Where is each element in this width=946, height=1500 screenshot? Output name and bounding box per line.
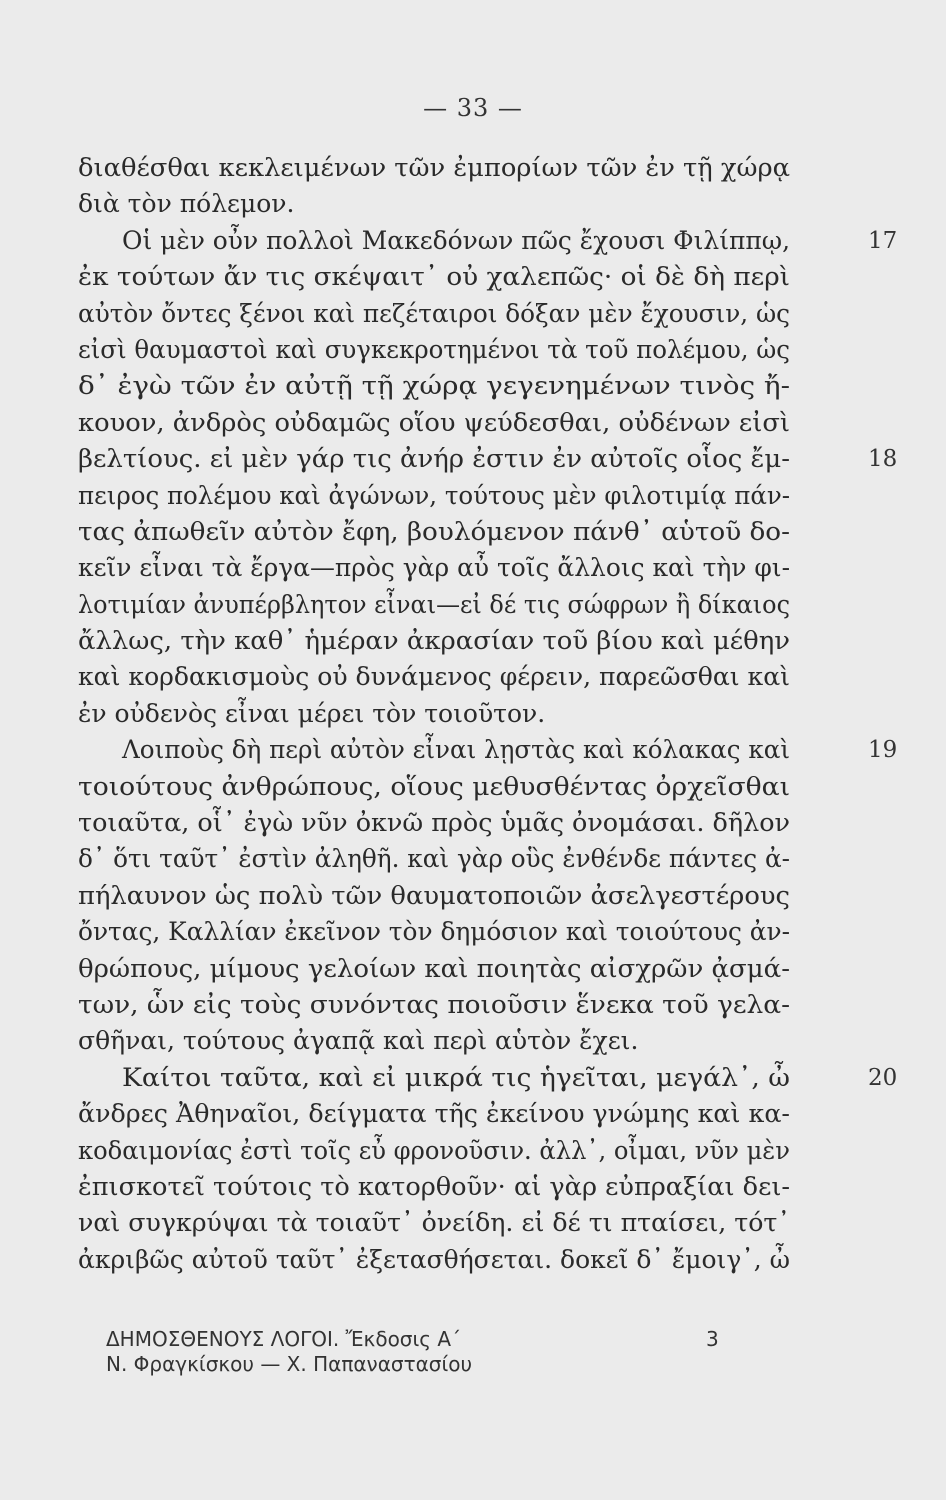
text-line: πειρος πολέμου καὶ ἀγώνων, τούτους μὲν φιλοτιμίᾳ πάν- <box>78 480 790 510</box>
text-line: ὄντας, Καλλίαν ἐκεῖνον τὸν δημόσιον καὶ τοιούτους ἀν- <box>78 917 790 947</box>
text-line: ἐκ τούτων ἄν τις σκέψαιτ᾽ οὐ χαλεπῶς· οἱ δὲ δὴ περὶ <box>78 262 790 292</box>
text-line: αὐτὸν ὄντες ξένοι καὶ πεζέταιροι δόξαν μὲν ἔχουσιν, ὡς <box>78 298 790 328</box>
text-line: σθῆναι, τούτους ἀγαπᾷ καὶ περὶ αὑτὸν ἔχει. <box>78 1026 639 1056</box>
section-marker-17: 17 <box>868 227 898 254</box>
body-text <box>78 150 898 1278</box>
text-line: δ᾽ ἐγὼ τῶν ἐν αὐτῇ τῇ χώρᾳ γεγενημένων τινὸς ἤ- <box>78 371 790 401</box>
text-line: ἐπισκοτεῖ τούτοις τὸ κατορθοῦν· αἱ γὰρ εὐπραξίαι δει- <box>78 1171 790 1201</box>
text-line: ναὶ συγκρύψαι τὰ τοιαῦτ᾽ ὀνείδη. εἰ δέ τι πταίσει, τότ᾽ <box>78 1208 790 1238</box>
footer-title: ΔΗΜΟΣΘΕΝΟΥΣ ΛΟΓΟΙ. Ἔκδοσις Α΄ <box>106 1327 462 1351</box>
footer-imprint <box>106 1327 472 1377</box>
text-line: των, ὧν εἰς τοὺς συνόντας ποιοῦσιν ἕνεκα τοῦ γελα- <box>78 989 791 1019</box>
text-line: διὰ τὸν πόλεμον. <box>78 189 295 219</box>
section-marker-20: 20 <box>868 1064 898 1091</box>
text-line: Καίτοι ταῦτα, καὶ εἰ μικρά τις ἡγεῖται, μεγάλ᾽, ὦ 20 <box>78 1060 798 1096</box>
text-line: Οἱ μὲν οὖν πολλοὶ Μακεδόνων πῶς ἔχουσι Φιλίππῳ, 17 <box>78 223 798 259</box>
text-line: λοτιμίαν ἀνυπέρβλητον εἶναι—εἰ δέ τις σώφρων ἢ δίκαιος <box>78 589 790 619</box>
text-line: εἰσὶ θαυμαστοὶ καὶ συγκεκροτημένοι τὰ τοῦ πολέμου, ὡς <box>78 334 790 364</box>
text-line: βελτίους. εἰ μὲν γάρ τις ἀνήρ ἐστιν ἐν αὐτοῖς οἷος ἔμ- 18 <box>78 441 798 477</box>
text-line: τοιαῦτα, οἷ᾽ ἐγὼ νῦν ὀκνῶ πρὸς ὑμᾶς ὀνομάσαι. δῆλον <box>78 808 790 838</box>
page-number: — 33 — <box>423 94 523 122</box>
section-marker-18: 18 <box>868 446 898 473</box>
text-line: ἄλλως, τὴν καθ᾽ ἡμέραν ἀκρασίαν τοῦ βίου καὶ μέθην <box>78 626 790 656</box>
footer-publisher: Ν. Φραγκίσκου — Χ. Παπαναστασίου <box>106 1352 473 1376</box>
section-marker-19: 19 <box>868 737 898 764</box>
text-line: πήλαυνον ὡς πολὺ τῶν θαυματοποιῶν ἀσελγεστέρους <box>78 880 790 910</box>
text-line: δ᾽ ὅτι ταῦτ᾽ ἐστὶν ἀληθῆ. καὶ γὰρ οὓς ἐνθένδε πάντες ἀ- <box>78 844 790 874</box>
text-line: διαθέσθαι κεκλειμένων τῶν ἐμπορίων τῶν ἐν τῇ χώρᾳ <box>78 153 790 182</box>
text-line: καὶ κορδακισμοὺς οὐ δυνάμενος φέρειν, παρεῶσθαι καὶ <box>78 662 790 692</box>
text-line: κοδαιμονίας ἐστὶ τοῖς εὖ φρονοῦσιν. ἀλλ᾽, οἶμαι, νῦν μὲν <box>78 1135 790 1165</box>
text-line: ἐν οὐδενὸς εἶναι μέρει τὸν τοιοῦτον. <box>78 698 546 728</box>
text-line: τοιούτους ἀνθρώπους, οἵους μεθυσθέντας ὀρχεῖσθαι <box>78 771 790 801</box>
text-line: ἀκριβῶς αὐτοῦ ταῦτ᾽ ἐξετασθήσεται. δοκεῖ δ᾽ ἔμοιγ᾽, ὦ <box>78 1244 790 1274</box>
signature-mark: 3 <box>706 1327 719 1351</box>
text-line: κουον, ἀνδρὸς οὐδαμῶς οἵου ψεύδεσθαι, οὐδένων εἰσὶ <box>78 407 790 437</box>
text-line: Λοιποὺς δὴ περὶ αὐτὸν εἶναι λῃστὰς καὶ κόλακας καὶ 19 <box>78 732 798 768</box>
text-line: τας ἀπωθεῖν αὐτὸν ἔφη, βουλόμενον πάνθ᾽ αὑτοῦ δο- <box>78 516 790 546</box>
text-line: θρώπους, μίμους γελοίων καὶ ποιητὰς αἰσχρῶν ᾀσμά- <box>78 953 790 983</box>
text-line: κεῖν εἶναι τὰ ἔργα—πρὸς γὰρ αὖ τοῖς ἄλλοις καὶ τὴν φι- <box>78 553 790 583</box>
text-line: ἄνδρες Ἀθηναῖοι, δείγματα τῆς ἐκείνου γνώμης καὶ κα- <box>78 1099 790 1129</box>
